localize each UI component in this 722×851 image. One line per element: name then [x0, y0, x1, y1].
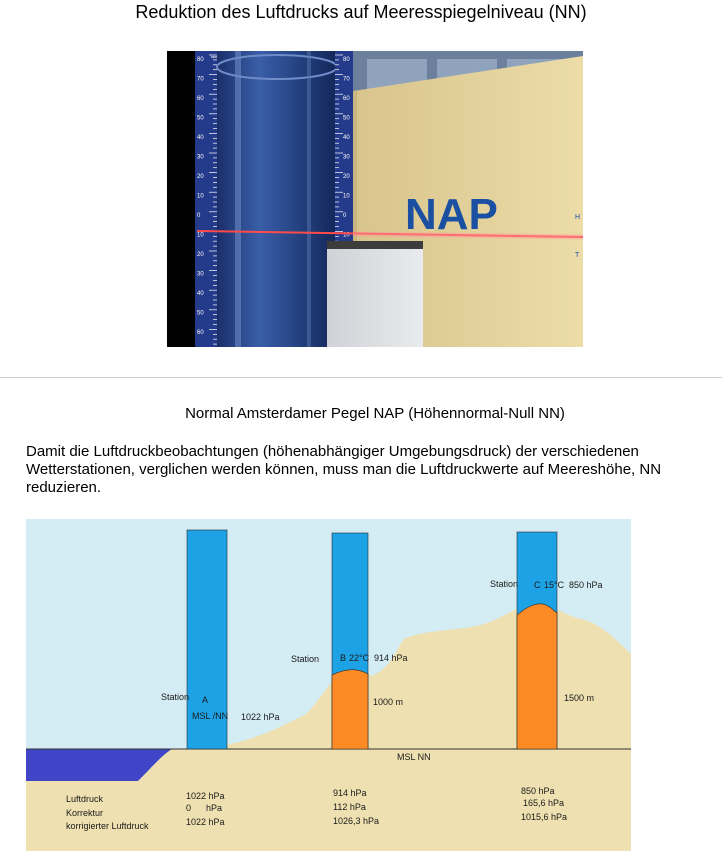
scale-label: 30 — [197, 271, 204, 278]
station-c-label: Station — [490, 579, 519, 589]
scale-label: 50 — [197, 115, 204, 122]
scale-label: 0 — [197, 213, 201, 219]
nap-sign: NAP — [405, 190, 498, 239]
scale-label: 10 — [197, 232, 204, 239]
station-c-pressure: 850 hPa — [569, 580, 603, 590]
station-a-msl: MSL /NN — [192, 711, 229, 721]
value-b-corrected: 1026,3 hPa — [333, 816, 380, 826]
legend-korrigiert: korrigierter Luftdruck — [66, 821, 149, 831]
legend-luftdruck: Luftdruck — [66, 794, 104, 804]
scale-label: 20 — [343, 174, 350, 180]
value-a-corrected: 1022 hPa — [186, 817, 225, 827]
scale-label: 50 — [197, 310, 204, 317]
value-c-correction: 165,6 hPa — [523, 798, 565, 808]
nap-photo — [167, 51, 583, 347]
scale-label: 10 — [343, 232, 350, 239]
station-c-temp: 15°C — [544, 580, 565, 590]
section-divider — [0, 377, 722, 378]
value-b-correction: 112 hPa — [333, 802, 366, 812]
station-a-letter: A — [202, 695, 209, 705]
page-title: Reduktion des Luftdrucks auf Meeresspiegelniveau (NN) — [135, 2, 587, 22]
scale-label: 10 — [197, 193, 204, 200]
value-a-correction: 0 hPa — [186, 803, 223, 813]
station-b-letter: B — [340, 653, 347, 663]
scale-label: 70 — [343, 76, 350, 83]
scale-label: 40 — [197, 135, 204, 141]
correction-b — [332, 670, 368, 749]
scale-label: 0 — [343, 213, 347, 219]
correction-c — [517, 604, 557, 749]
scale-label: 70 — [197, 76, 204, 83]
scale-label: 40 — [197, 291, 204, 297]
value-a-pressure: 1022 hPa — [186, 791, 225, 801]
intro-paragraph: Damit die Luftdruckbeobachtungen (höhenabhängiger Umgebungsdruck) der verschiedenen Wetterstationen, verglichen werden können, muss man die Luftdruckwerte auf Meereshöhe, NN reduzieren. — [26, 443, 662, 496]
station-b-height: 1000 m — [373, 697, 404, 707]
scale-label: 20 — [197, 174, 204, 180]
value-c-corrected: 1015,6 hPa — [521, 812, 568, 822]
station-a-pressure: 1022 hPa — [241, 712, 280, 722]
pedestal — [327, 247, 423, 347]
station-b-temp: 22°C — [349, 653, 370, 663]
svg-text:H: H — [575, 214, 581, 221]
station-b-label: Station — [291, 654, 320, 664]
scale-label: 40 — [343, 135, 350, 141]
value-b-pressure: 914 hPa — [333, 788, 367, 798]
scale-label: 60 — [197, 330, 204, 336]
scale-label: 30 — [197, 154, 204, 161]
value-c-pressure: 850 hPa — [521, 786, 555, 796]
station-b-pressure: 914 hPa — [374, 653, 408, 663]
scale-label: 30 — [343, 154, 350, 161]
scale-label: 10 — [343, 193, 350, 200]
black-edge — [167, 51, 195, 347]
scale-label: 50 — [343, 115, 350, 122]
msl-label: MSL NN — [397, 752, 431, 762]
scale-label: 80 — [343, 57, 350, 63]
pressure-diagram — [26, 519, 631, 851]
scale-label: 80 — [197, 57, 204, 63]
scale-label: 20 — [197, 252, 204, 258]
station-c-height: 1500 m — [564, 693, 595, 703]
station-c-letter: C — [534, 580, 541, 590]
section-subtitle: Normal Amsterdamer Pegel NAP (Höhennormal-Null NN) — [185, 405, 565, 422]
station-a-label: Station — [161, 692, 190, 702]
scale-label: 60 — [343, 96, 350, 102]
legend-korrektur: Korrektur — [66, 808, 104, 818]
scale-label: 60 — [197, 96, 204, 102]
svg-text:T: T — [575, 252, 580, 259]
